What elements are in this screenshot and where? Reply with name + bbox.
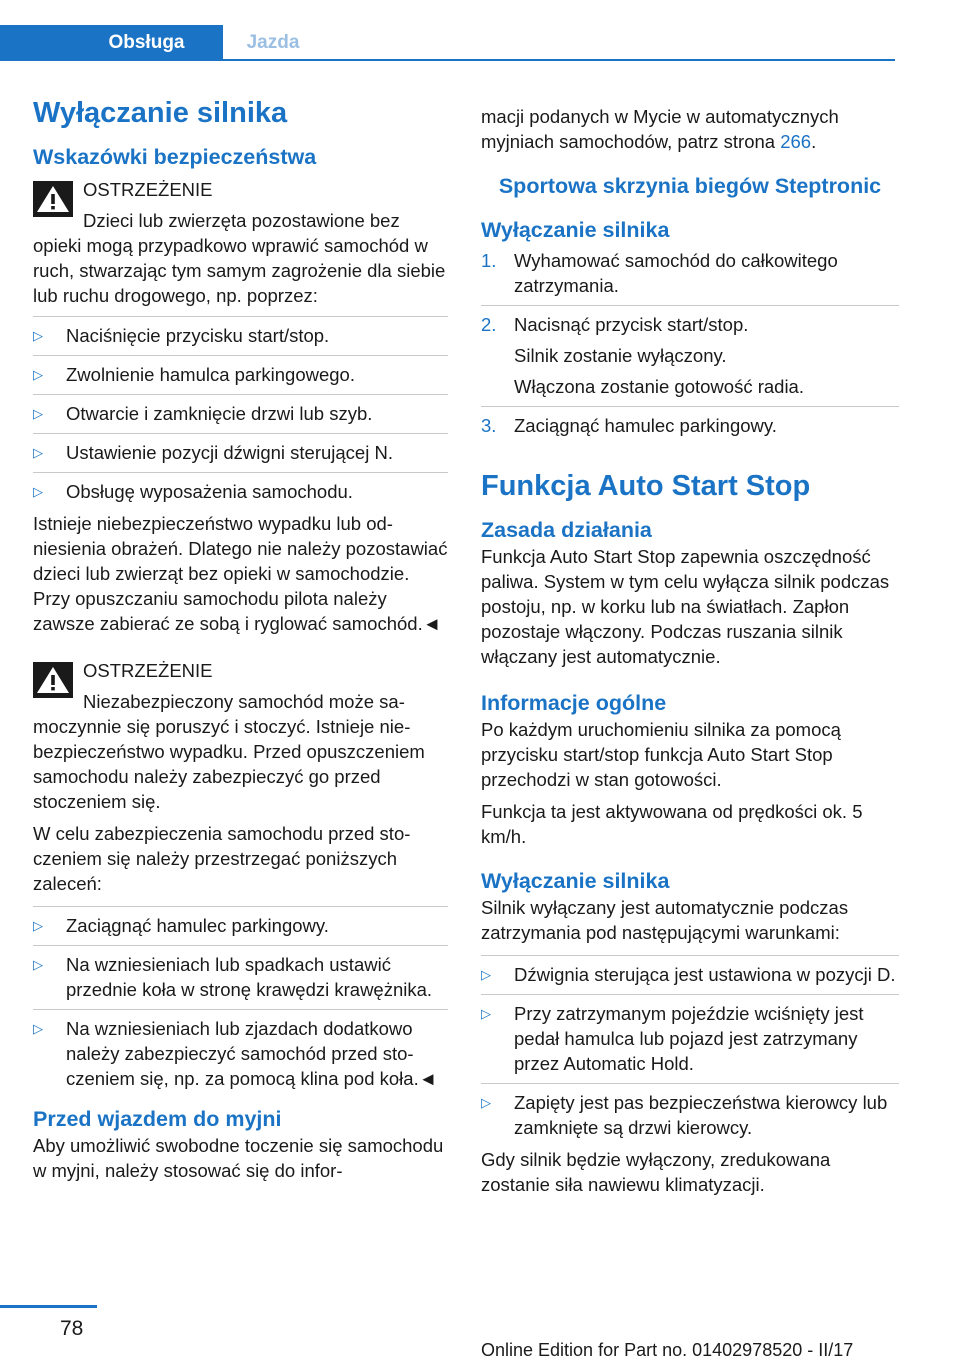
warning-block-1 <box>33 177 448 308</box>
secure-actions-list <box>33 906 448 1091</box>
secure-text: W celu zabezpieczenia samochodu przed stoczeniem się należy przestrzegać poniższych zaleceń: <box>33 823 411 894</box>
list-item: 3. Zaciągnąć hamulec parkingowy. <box>481 406 899 438</box>
steps-list <box>481 248 899 438</box>
warning-text-first: Dzieci lub zwierzęta pozostawione bez <box>83 210 400 231</box>
list-item: ▷ Na wzniesieniach lub zjazdach dodatkowo należy zabezpieczyć samochód przed stoczeniem się, np. za pomocą klina pod koła.◄ <box>33 1009 448 1091</box>
carwash-continued: macji podanych w Mycie w automatycznych myjniach samochodów, patrz strona 266. <box>481 106 839 152</box>
triangle-bullet-icon: ▷ <box>481 1006 491 1021</box>
triangle-bullet-icon: ▷ <box>33 367 43 382</box>
list-item: ▷ Dźwignia sterująca jest ustawiona w pozycji D. <box>481 955 899 987</box>
triangle-bullet-icon: ▷ <box>33 406 43 421</box>
engine-off-heading: Wyłączanie silnika <box>481 218 670 242</box>
triangle-bullet-icon: ▷ <box>481 1095 491 1110</box>
warning-triangle-icon <box>33 181 73 217</box>
page-number: 78 <box>60 1317 84 1340</box>
general-text-2: Funkcja ta jest aktywowana od prędkości ok. 5 km/h. <box>481 801 863 847</box>
list-item: ▷ Ustawienie pozycji dźwigni sterującej N. <box>33 433 448 465</box>
warning-triangle-icon <box>33 662 73 698</box>
carwash-heading: Przed wjazdem do myjni <box>33 1107 282 1131</box>
steptronic-heading: Sportowa skrzynia biegów Steptronic <box>498 174 882 198</box>
triangle-bullet-icon: ▷ <box>33 918 43 933</box>
page-title: Wyłączanie silnika <box>33 97 288 129</box>
tab-underline <box>0 59 895 61</box>
warning-block-2 <box>33 658 448 814</box>
triangle-bullet-icon: ▷ <box>33 957 43 972</box>
general-text-1: Po każdym uruchomieniu silnika za pomocą przycisku start/stop funkcja Auto Start Stop przechodzi w stan gotowości. <box>481 719 841 790</box>
final-text: Gdy silnik będzie wyłączony, zredukowana zostanie siła nawiewu klimatyzacji. <box>481 1149 831 1195</box>
edition-info: Online Edition for Part no. 01402978520 - II/17 <box>481 1340 854 1360</box>
left-column <box>33 95 448 1190</box>
auto-engine-off-text: Silnik wyłączany jest automatycznie podczas zatrzymania pod następującymi warunkami: <box>481 897 849 943</box>
warning-label: OSTRZEŻENIE <box>83 179 213 200</box>
auto-start-stop-heading: Funkcja Auto Start Stop <box>481 470 811 502</box>
general-heading: Informacje ogólne <box>481 691 667 715</box>
carwash-text: Aby umożliwić swobodne toczenie się samochodu w myjni, należy stosować się do infor- <box>33 1135 444 1181</box>
risk-text: Istnieje niebezpieczeństwo wypadku lub odniesienia obrażeń. Dlatego nie należy pozostawiać dzieci lub zwierząt bez opieki w samochodzie. Przy opuszczaniu samochodu pilota należy zawsze zabierać ze sobą i ryglować samochód.◄ <box>33 513 448 634</box>
list-item: ▷ Przy zatrzymanym pojeździe wciśnięty jest pedał hamulca lub pojazd jest zatrzymany przez Automatic Hold. <box>481 994 899 1076</box>
list-item: ▷ Obsługę wyposażenia samochodu. <box>33 472 448 504</box>
principle-heading: Zasada działania <box>481 518 652 542</box>
warning-text: opieki mogą przypadkowo wprawić samochód w ruch, stwarzając tym samym zagrożenie dla siebie lub ruchu drogowego, np. poprzez: <box>33 235 446 306</box>
page-link-266[interactable]: 266 <box>780 131 812 152</box>
tab-obsluga[interactable]: Obsługa <box>0 25 223 61</box>
warning-text: moczynnie się poruszyć i stoczyć. Istnieje niebezpieczeństwo wypadku. Przed opuszczeniem samochodu należy zabezpieczyć go przed stoczeniem się. <box>33 716 425 812</box>
triangle-bullet-icon: ▷ <box>33 328 43 343</box>
section-tabs <box>0 25 895 61</box>
list-item: 1. Wyhamować samochód do całkowitego zatrzymania. <box>481 250 838 296</box>
list-item: ▷ Zaciągnąć hamulec parkingowy. <box>33 906 448 938</box>
safety-heading: Wskazówki bezpieczeństwa <box>33 145 317 169</box>
conditions-list <box>481 955 899 1140</box>
warning-label: OSTRZEŻENIE <box>83 660 213 681</box>
list-item: ▷ Otwarcie i zamknięcie drzwi lub szyb. <box>33 394 448 426</box>
footer-rule <box>0 1305 97 1308</box>
list-item: ▷ Na wzniesieniach lub spadkach ustawić przednie koła w stronę krawędzi krawężnika. <box>33 945 448 1002</box>
tab-jazda[interactable]: Jazda <box>246 32 300 53</box>
list-item: ▷ Zwolnienie hamulca parkingowego. <box>33 355 448 387</box>
warning-text-first: Niezabezpieczony samochód może sa- <box>83 691 405 712</box>
triangle-bullet-icon: ▷ <box>33 445 43 460</box>
right-column <box>481 104 899 1204</box>
triangle-bullet-icon: ▷ <box>33 484 43 499</box>
triangle-bullet-icon: ▷ <box>481 967 491 982</box>
triangle-bullet-icon: ▷ <box>33 1021 43 1036</box>
list-item: ▷ Zapięty jest pas bezpieczeństwa kierowcy lub zamknięte są drzwi kierowcy. <box>481 1083 899 1140</box>
risk-actions-list <box>33 316 448 504</box>
principle-text: Funkcja Auto Start Stop zapewnia oszczędność paliwa. System w tym celu wyłącza silnik podczas postoju, np. w korku lub na światłach. Zapłon pozostaje włączony. Podczas ruszania silnik włączany jest automatycznie. <box>481 546 890 667</box>
list-item: ▷ Naciśnięcie przycisku start/stop. <box>33 316 448 348</box>
auto-engine-off-heading: Wyłączanie silnika <box>481 869 670 893</box>
list-item: 2. Nacisnąć przycisk start/stop. Silnik zostanie wyłączony. Włączona zostanie gotowość radia. <box>481 305 899 399</box>
